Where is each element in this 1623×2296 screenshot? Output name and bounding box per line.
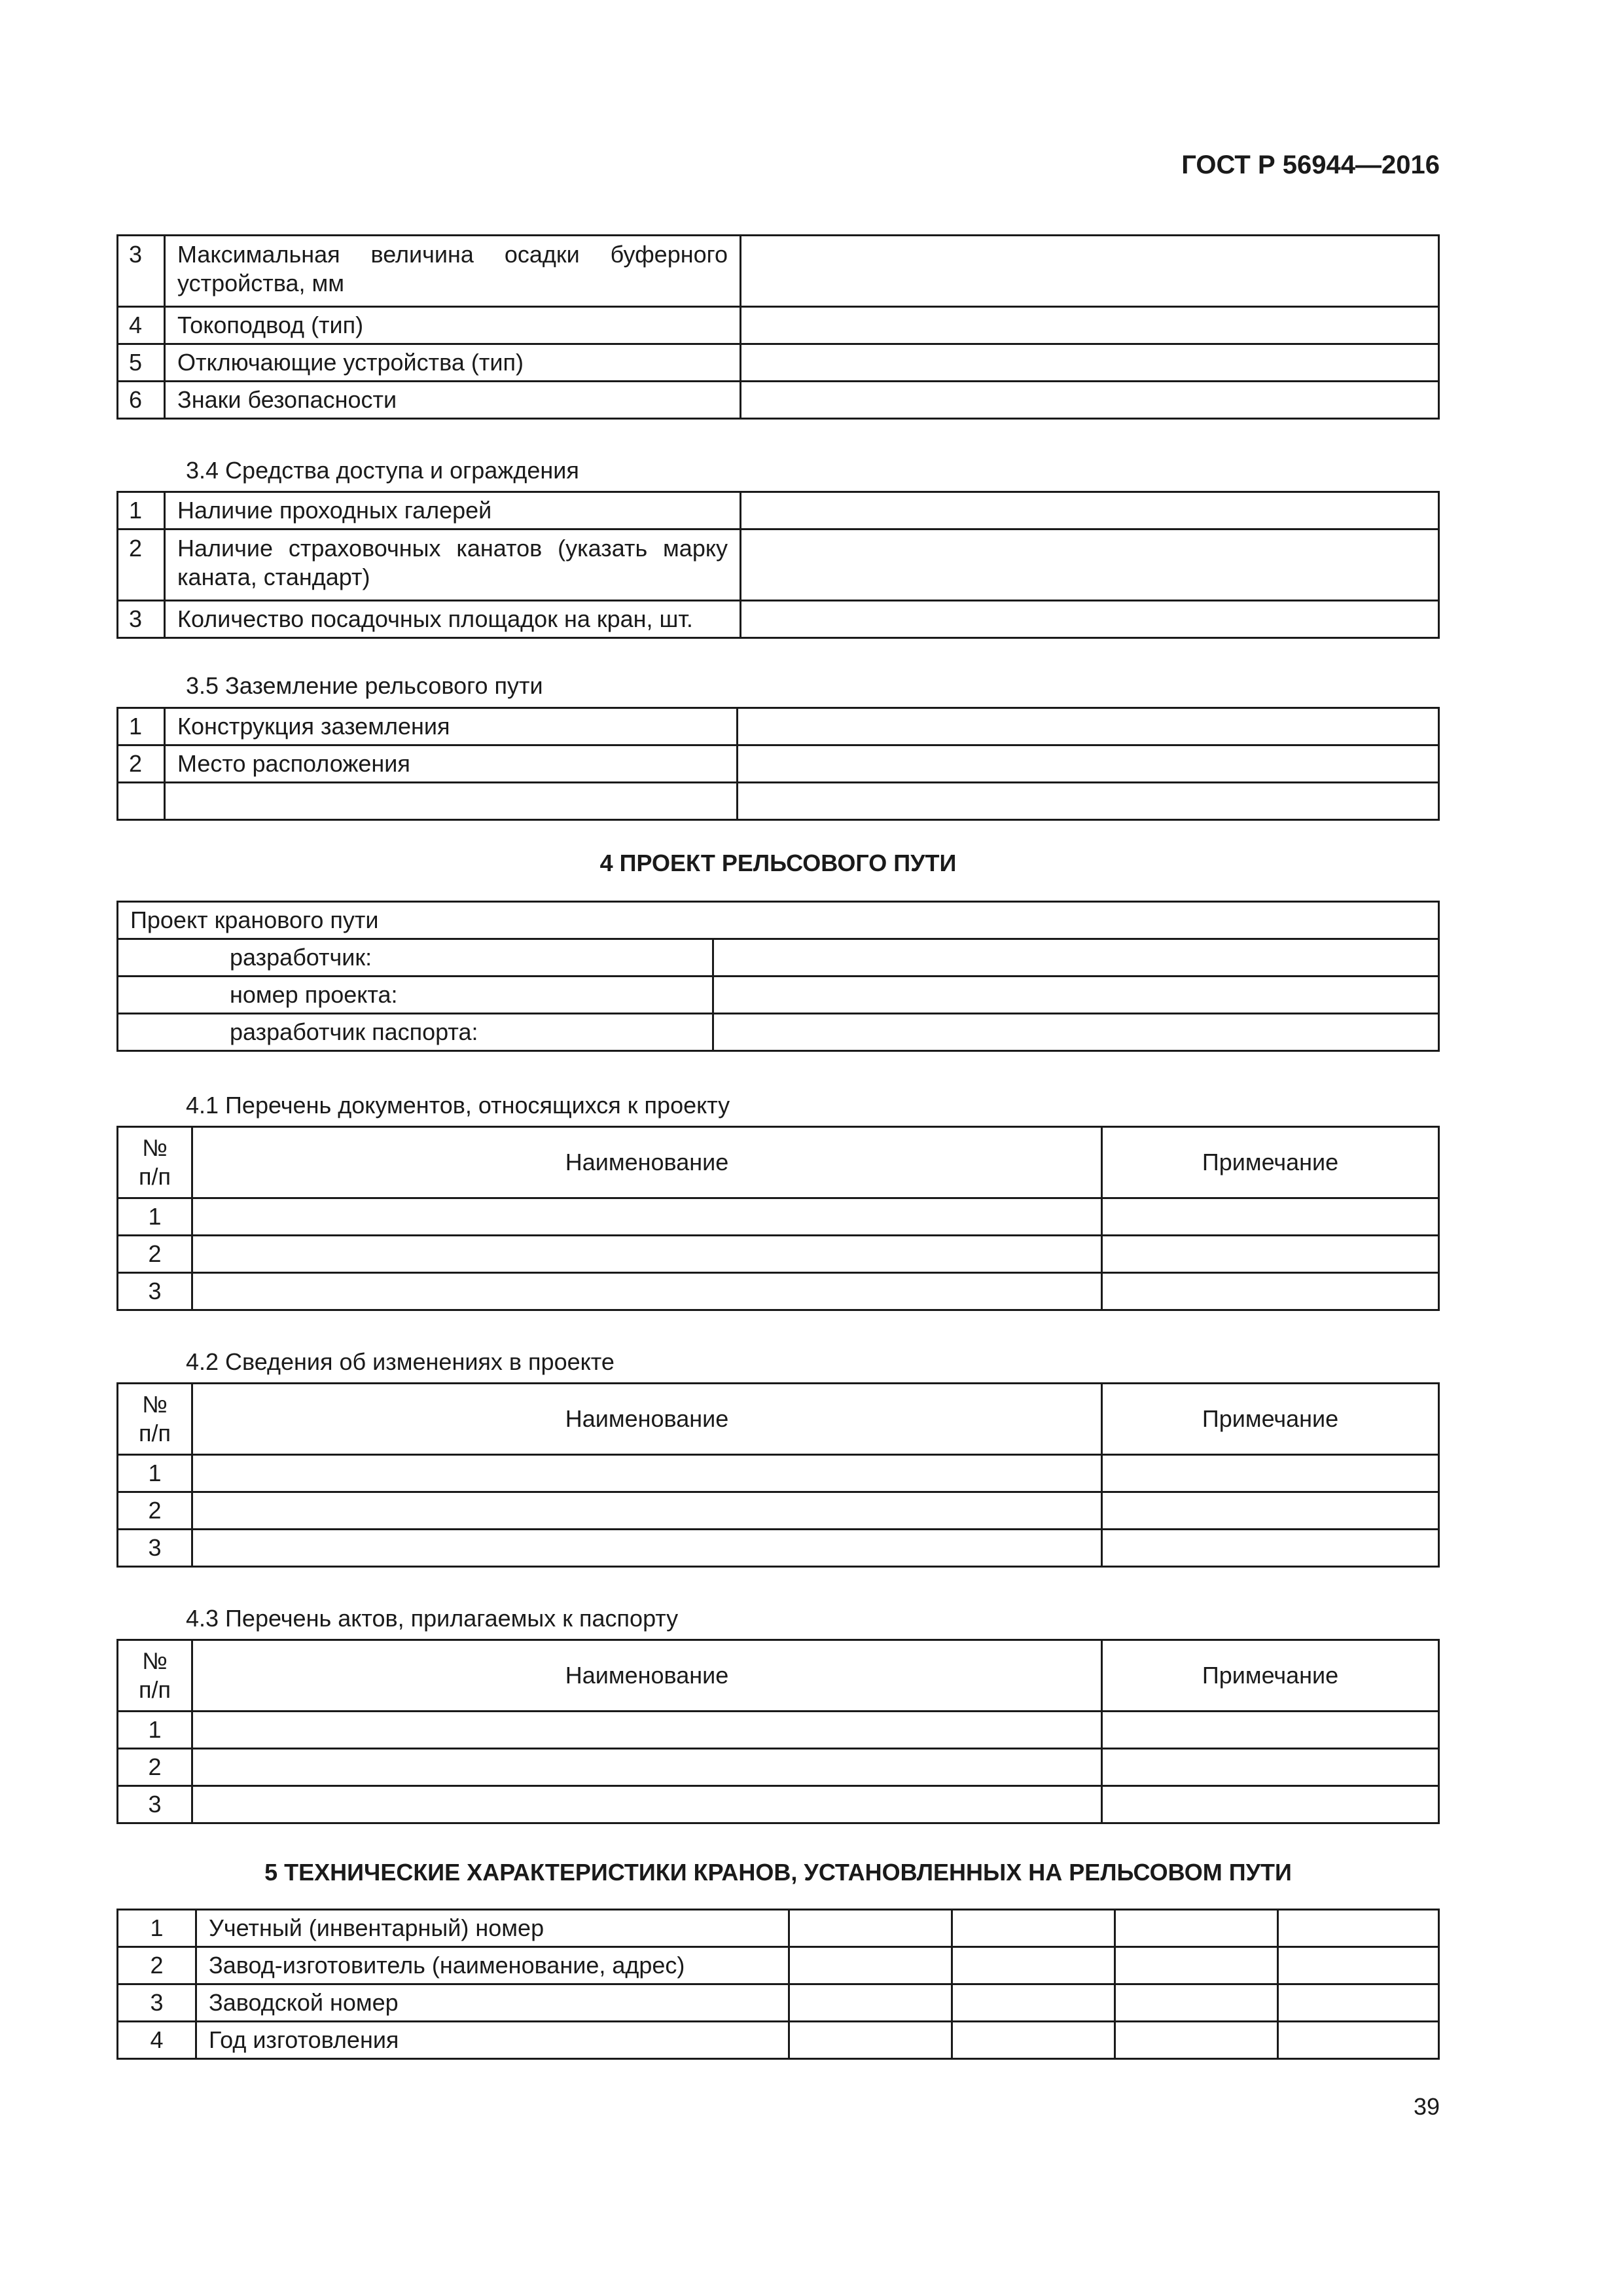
column-header-note: Примечание [1102,1127,1439,1198]
column-header-note: Примечание [1102,1640,1439,1712]
value-cell [741,236,1439,307]
row-number: 2 [118,1236,192,1273]
row-number: 1 [118,1712,192,1749]
crane-cell [789,1947,952,1984]
row-number: 3 [118,1786,192,1823]
row-number: 4 [118,2022,196,2059]
note-cell [1102,1712,1439,1749]
section-caption-4-2: 4.2 Сведения об изменениях в проекте [186,1348,615,1375]
value-cell [741,492,1439,529]
row-number: 1 [118,1198,192,1236]
table-header-row [118,1640,1439,1712]
row-number: 2 [118,1947,196,1984]
note-cell [1102,1273,1439,1310]
name-cell [192,1273,1102,1310]
table-row [118,492,1439,529]
note-cell [1102,1530,1439,1567]
row-label: Наличие проходных галерей [165,492,741,529]
value-cell [741,601,1439,638]
column-header-note: Примечание [1102,1384,1439,1455]
row-number: 2 [118,1492,192,1530]
row-number: 3 [118,236,165,307]
crane-cell [1115,1984,1278,2022]
table-row [118,601,1439,638]
column-header-name: Наименование [192,1127,1102,1198]
row-number: 2 [118,745,165,783]
table-section-3-3 [116,234,1440,420]
field-label: разработчик паспорта: [118,1014,713,1051]
value-cell [741,529,1439,601]
note-cell [1102,1198,1439,1236]
crane-cell [1115,2022,1278,2059]
row-label: Место расположения [165,745,738,783]
table-row [118,1014,1439,1051]
crane-cell [952,2022,1115,2059]
table-row [118,977,1439,1014]
name-cell [192,1530,1102,1567]
table-row [118,1947,1439,1984]
column-header-name: Наименование [192,1384,1102,1455]
note-cell [1102,1236,1439,1273]
table-row [118,382,1439,419]
table-section-3-4 [116,491,1440,639]
crane-cell [952,1947,1115,1984]
table-row [118,745,1439,783]
table-row [118,1236,1439,1273]
table-project-info [116,901,1440,1052]
section-heading-5: 5 ТЕХНИЧЕСКИЕ ХАРАКТЕРИСТИКИ КРАНОВ, УСТАНОВЛЕННЫХ НА РЕЛЬСОВОМ ПУТИ [264,1859,1292,1886]
table-row [118,708,1439,745]
crane-cell [1115,1947,1278,1984]
table-header-row [118,1127,1439,1198]
row-label: Конструкция заземления [165,708,738,745]
note-cell [1102,1455,1439,1492]
table-row [118,1492,1439,1530]
table-row [118,307,1439,344]
table-section-5 [116,1909,1440,2060]
table-row [118,1984,1439,2022]
crane-cell [952,1984,1115,2022]
page-number: 39 [1413,2093,1440,2120]
column-header-number: № п/п [118,1384,192,1455]
table-header-row [118,1384,1439,1455]
row-label: Максимальная величина осадки буферного устройства, мм [165,236,741,307]
table-row [118,529,1439,601]
name-cell [192,1786,1102,1823]
value-cell [738,745,1439,783]
table-row [118,2022,1439,2059]
row-label: Токоподвод (тип) [165,307,741,344]
section-caption-3-5: 3.5 Заземление рельсового пути [186,672,543,699]
table-section-4-1 [116,1126,1440,1311]
row-number: 3 [118,601,165,638]
row-number: 1 [118,708,165,745]
crane-cell [1278,1910,1439,1947]
crane-cell [789,1910,952,1947]
row-label: Заводской номер [196,1984,789,2022]
value-cell [713,939,1439,977]
section-caption-4-3: 4.3 Перечень актов, прилагаемых к паспорту [186,1605,679,1632]
row-label: Отключающие устройства (тип) [165,344,741,382]
crane-cell [1278,1947,1439,1984]
table-row [118,1910,1439,1947]
crane-cell [789,2022,952,2059]
note-cell [1102,1749,1439,1786]
name-cell [192,1455,1102,1492]
crane-cell [1278,1984,1439,2022]
table-row [118,1530,1439,1567]
crane-cell [952,1910,1115,1947]
field-label: номер проекта: [118,977,713,1014]
value-cell [741,307,1439,344]
row-number: 4 [118,307,165,344]
note-cell [1102,1786,1439,1823]
row-number: 5 [118,344,165,382]
row-number: 3 [118,1273,192,1310]
row-label: Наличие страховочных канатов (указать марку каната, стандарт) [165,529,741,601]
value-cell [741,344,1439,382]
table-row [118,236,1439,307]
row-number: 3 [118,1984,196,2022]
value-cell [713,1014,1439,1051]
row-number: 6 [118,382,165,419]
crane-cell [1278,2022,1439,2059]
table-section-4-2 [116,1382,1440,1568]
table-row [118,1455,1439,1492]
value-cell [738,783,1439,820]
table-row [118,1712,1439,1749]
name-cell [192,1749,1102,1786]
row-number: 1 [118,492,165,529]
table-row [118,783,1439,820]
row-number: 1 [118,1910,196,1947]
table-section-3-5 [116,707,1440,821]
row-number: 2 [118,529,165,601]
crane-cell [789,1984,952,2022]
row-label: Учетный (инвентарный) номер [196,1910,789,1947]
column-header-number: № п/п [118,1127,192,1198]
column-header-name: Наименование [192,1640,1102,1712]
name-cell [192,1712,1102,1749]
table-section-4-3 [116,1639,1440,1824]
crane-cell [1115,1910,1278,1947]
name-cell [192,1492,1102,1530]
document-standard-header: ГОСТ Р 56944—2016 [1181,151,1440,179]
section-caption-3-4: 3.4 Средства доступа и ограждения [186,457,579,484]
value-cell [713,977,1439,1014]
table-row [118,1273,1439,1310]
project-title-cell: Проект кранового пути [118,902,1439,939]
table-row [118,1786,1439,1823]
row-number: 2 [118,1749,192,1786]
row-label: Завод-изготовитель (наименование, адрес) [196,1947,789,1984]
row-label: Год изготовления [196,2022,789,2059]
value-cell [738,708,1439,745]
row-number: 3 [118,1530,192,1567]
row-label: Количество посадочных площадок на кран, шт. [165,601,741,638]
field-label: разработчик: [118,939,713,977]
column-header-number: № п/п [118,1640,192,1712]
section-caption-4-1: 4.1 Перечень документов, относящихся к проекту [186,1092,730,1119]
table-row [118,1749,1439,1786]
row-label [165,783,738,820]
table-row [118,902,1439,939]
value-cell [741,382,1439,419]
name-cell [192,1236,1102,1273]
table-row [118,1198,1439,1236]
row-label: Знаки безопасности [165,382,741,419]
row-number [118,783,165,820]
row-number: 1 [118,1455,192,1492]
note-cell [1102,1492,1439,1530]
table-row [118,344,1439,382]
table-row [118,939,1439,977]
section-heading-4: 4 ПРОЕКТ РЕЛЬСОВОГО ПУТИ [599,850,957,876]
name-cell [192,1198,1102,1236]
